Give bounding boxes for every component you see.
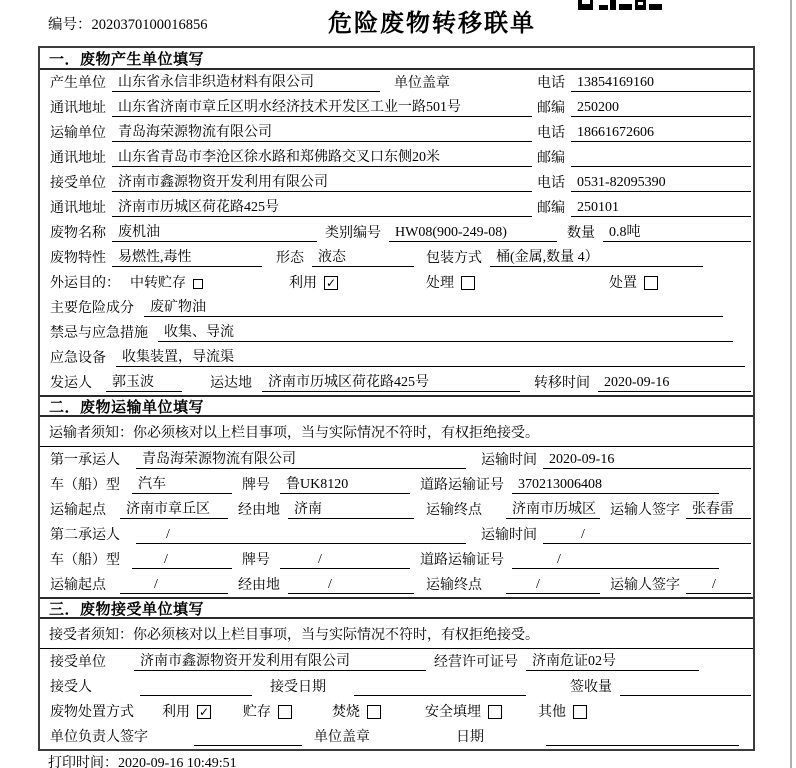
- serial-value: 2020370100016856: [91, 17, 208, 33]
- transport-zip-value: [571, 149, 751, 167]
- transport-phone-label: 电话: [537, 126, 565, 141]
- packaging-value: 桶(金属,数量 4）: [490, 249, 703, 267]
- section1-header: 一．废物产生单位填写: [40, 48, 753, 70]
- checkbox-unchecked-icon: [193, 279, 203, 289]
- vehicle-type1-row: [40, 472, 753, 497]
- print-time-value: 2020-09-16 10:49:51: [118, 756, 237, 768]
- road-permit2-label: 道路运输证号: [420, 553, 504, 568]
- checkbox-unchecked-icon: [278, 705, 292, 719]
- shipper-value: 郭玉波: [106, 374, 182, 392]
- transport-unit-value: 青岛海荣源物流有限公司: [112, 124, 532, 142]
- shipper-row: [40, 370, 753, 395]
- emergency-measures-value: 收集、导流: [158, 324, 733, 342]
- route2-row: [40, 572, 753, 597]
- hazard-component-label: 主要危险成分: [50, 301, 134, 316]
- vehicle-type2-value: /: [132, 551, 232, 569]
- print-time-label: 打印时间：: [48, 756, 118, 768]
- unit-seal2-label: 单位盖章: [314, 730, 370, 745]
- document-header: [0, 0, 796, 46]
- transport-address-row: [40, 145, 753, 170]
- first-carrier-row: [40, 447, 753, 472]
- quantity-label: 数量: [567, 226, 595, 241]
- waste-name-value: 废机油: [112, 224, 317, 242]
- disposal-landfill-label: 安全填埋: [425, 705, 481, 720]
- vehicle-type2-label: 车（船）型: [50, 553, 120, 568]
- received-quantity-value: [620, 678, 751, 696]
- transport-phone-value: 18661672606: [571, 124, 751, 142]
- road-permit1-value: 370213006408: [512, 476, 719, 494]
- acceptor-value: [140, 678, 252, 696]
- first-carrier-value: 青岛海荣源物流有限公司: [136, 451, 466, 469]
- second-carrier-value: /: [136, 526, 466, 544]
- plate-number2-value: /: [280, 551, 410, 569]
- route2-end-label: 运输终点: [426, 578, 482, 593]
- producer-phone-value: 13854169160: [571, 74, 751, 92]
- check-mark-icon: ✓: [198, 705, 210, 719]
- utilize-option-label: 利用: [289, 276, 317, 291]
- check-mark-icon: ✓: [325, 276, 337, 290]
- accepting-unit-row: [40, 649, 753, 674]
- receiver-address-row: [40, 195, 753, 220]
- route1-end-value: 济南市历城区: [506, 501, 600, 519]
- category-code-label: 类别编号: [325, 226, 381, 241]
- accept-date-label: 接受日期: [270, 680, 326, 695]
- transfer-time-label: 转移时间: [534, 376, 590, 391]
- transport-address-label: 通讯地址: [50, 151, 106, 166]
- disposal-incinerate-option: [332, 704, 381, 721]
- responsible-signature-row: [40, 724, 753, 749]
- transfer-time-value: 2020-09-16: [598, 374, 751, 392]
- treat-option: [426, 275, 475, 292]
- checkbox-unchecked-icon: [573, 705, 587, 719]
- license-number-label: 经营许可证号: [434, 655, 518, 670]
- producer-phone-label: 电话: [537, 76, 565, 91]
- receiver-unit-label: 接受单位: [50, 176, 106, 191]
- transport-time2-value: /: [543, 526, 751, 544]
- quantity-value: 0.8吨: [603, 224, 751, 242]
- disposal-storage-label: 贮存: [243, 705, 271, 720]
- category-code-value: HW08(900-249-08): [389, 224, 557, 242]
- qr-code-remnant-icon: [578, 0, 662, 10]
- disposal-other-label: 其他: [538, 705, 566, 720]
- physical-form-value: 液态: [312, 249, 414, 267]
- receiver-address-value: 济南市历城区荷花路425号: [112, 199, 532, 217]
- disposal-utilize-option: [162, 704, 211, 721]
- route2-start-label: 运输起点: [50, 578, 106, 593]
- treat-option-label: 处理: [426, 276, 454, 291]
- acceptor-row: [40, 674, 753, 699]
- transfer-purpose-label: 外运目的：: [50, 276, 120, 291]
- route2-sign-value: /: [686, 576, 751, 594]
- sign-date-label: 日期: [456, 730, 484, 745]
- accepting-unit-label: 接受单位: [50, 655, 106, 670]
- transporter-notice-label: 运输者须知：: [49, 425, 133, 441]
- hazard-component-value: 废矿物油: [144, 299, 723, 317]
- transport-unit-label: 运输单位: [50, 126, 106, 141]
- transport-time1-value: 2020-09-16: [543, 451, 751, 469]
- page-edge-line: [790, 0, 792, 768]
- waste-property-row: [40, 245, 753, 270]
- section2-header: 二．废物运输单位填写: [40, 395, 753, 417]
- producer-unit-row: [40, 70, 753, 95]
- receiver-zip-label: 邮编: [537, 201, 565, 216]
- first-carrier-label: 第一承运人: [50, 453, 120, 468]
- disposal-method-row: [40, 699, 753, 724]
- route2-sign-label: 运输人签字: [610, 578, 680, 593]
- transit-storage-option: [130, 275, 203, 292]
- route2-via-value: /: [288, 576, 414, 594]
- responsible-signature-value: [194, 728, 302, 746]
- route2-end-value: /: [506, 576, 600, 594]
- sign-date-value: [546, 728, 739, 746]
- emergency-equipment-value: 收集装置，导流渠: [116, 349, 745, 367]
- disposal-incinerate-label: 焚烧: [332, 705, 360, 720]
- waste-name-label: 废物名称: [50, 226, 106, 241]
- transport-time2-label: 运输时间: [481, 528, 537, 543]
- destination-value: 济南市历城区荷花路425号: [262, 374, 520, 392]
- route1-sign-value: 张春雷: [686, 501, 751, 519]
- producer-unit-value: 山东省永信非织造材料有限公司: [112, 74, 380, 92]
- acceptor-label: 接受人: [50, 680, 92, 695]
- disposal-method-label: 废物处置方式: [50, 705, 134, 720]
- transport-address-value: 山东省青岛市李沧区徐水路和郑佛路交叉口东侧20米: [112, 149, 532, 167]
- destination-label: 运达地: [210, 376, 252, 391]
- checkbox-unchecked-icon: [461, 276, 475, 290]
- receiver-notice-row: [40, 619, 753, 649]
- checkbox-checked-icon: [197, 705, 211, 719]
- unit-seal-label: 单位盖章: [394, 76, 450, 91]
- accept-date-value: [354, 678, 526, 696]
- waste-property-value: 易燃性,毒性: [112, 249, 262, 267]
- road-permit2-value: /: [512, 551, 719, 569]
- route1-via-value: 济南: [288, 501, 414, 519]
- disposal-utilize-label: 利用: [162, 705, 190, 720]
- checkbox-checked-icon: [324, 276, 338, 290]
- receiver-notice-label: 接受者须知：: [49, 627, 133, 643]
- producer-address-value: 山东省济南市章丘区明水经济技术开发区工业一路501号: [112, 99, 532, 117]
- producer-address-row: [40, 95, 753, 120]
- receiver-notice-text: 你必须核对以上栏目事项，当与实际情况不符时，有权拒绝接受。: [133, 627, 539, 643]
- route1-row: [40, 497, 753, 522]
- emergency-equipment-row: [40, 345, 753, 370]
- emergency-measures-row: [40, 320, 753, 345]
- waste-property-label: 废物特性: [50, 251, 106, 266]
- plate-number2-label: 牌号: [242, 553, 270, 568]
- vehicle-type1-label: 车（船）型: [50, 478, 120, 493]
- vehicle-type1-value: 汽车: [132, 476, 232, 494]
- shipper-label: 发运人: [50, 376, 92, 391]
- serial-label: 编号：: [48, 17, 92, 33]
- page-title: 危险废物转移联单: [328, 11, 536, 37]
- accepting-unit-value: 济南市鑫源物资开发利用有限公司: [134, 653, 426, 671]
- road-permit1-label: 道路运输证号: [420, 478, 504, 493]
- transporter-notice-row: [40, 417, 753, 447]
- section3-header: 三．废物接受单位填写: [40, 597, 753, 619]
- checkbox-unchecked-icon: [367, 705, 381, 719]
- responsible-signature-label: 单位负责人签字: [50, 730, 148, 745]
- receiver-address-label: 通讯地址: [50, 201, 106, 216]
- receiver-unit-value: 济南市鑫源物资开发利用有限公司: [112, 174, 532, 192]
- checkbox-unchecked-icon: [488, 705, 502, 719]
- route1-start-label: 运输起点: [50, 503, 106, 518]
- emergency-measures-label: 禁忌与应急措施: [50, 326, 148, 341]
- utilize-option: [289, 275, 338, 292]
- producer-zip-value: 250200: [571, 99, 751, 117]
- route1-via-label: 经由地: [238, 503, 280, 518]
- receiver-zip-value: 250101: [571, 199, 751, 217]
- route2-start-value: /: [120, 576, 228, 594]
- dispose-option: [609, 275, 658, 292]
- transport-unit-row: [40, 120, 753, 145]
- transfer-purpose-row: [40, 270, 753, 295]
- route1-start-value: 济南市章丘区: [120, 501, 228, 519]
- transport-time1-label: 运输时间: [481, 453, 537, 468]
- form-table: [38, 46, 755, 751]
- received-quantity-label: 签收量: [570, 680, 612, 695]
- disposal-other-option: [538, 704, 587, 721]
- disposal-storage-option: [243, 704, 292, 721]
- plate-number1-value: 鲁UK8120: [280, 476, 410, 494]
- producer-unit-label: 产生单位: [50, 76, 106, 91]
- producer-address-label: 通讯地址: [50, 101, 106, 116]
- physical-form-label: 形态: [276, 251, 304, 266]
- route1-sign-label: 运输人签字: [610, 503, 680, 518]
- second-carrier-label: 第二承运人: [50, 528, 120, 543]
- receiver-phone-value: 0531-82095390: [571, 174, 751, 192]
- serial-number: [48, 13, 208, 34]
- waste-name-row: [40, 220, 753, 245]
- packaging-label: 包装方式: [426, 251, 482, 266]
- route2-via-label: 经由地: [238, 578, 280, 593]
- receiver-unit-row: [40, 170, 753, 195]
- transit-storage-option-label: 中转贮存: [130, 276, 186, 291]
- transport-zip-label: 邮编: [537, 151, 565, 166]
- vehicle-type2-row: [40, 547, 753, 572]
- route1-end-label: 运输终点: [426, 503, 482, 518]
- license-number-value: 济南危证02号: [526, 653, 699, 671]
- plate-number1-label: 牌号: [242, 478, 270, 493]
- second-carrier-row: [40, 522, 753, 547]
- print-time: [48, 752, 237, 768]
- emergency-equipment-label: 应急设备: [50, 351, 106, 366]
- producer-zip-label: 邮编: [537, 101, 565, 116]
- receiver-phone-label: 电话: [537, 176, 565, 191]
- checkbox-unchecked-icon: [644, 276, 658, 290]
- hazard-component-row: [40, 295, 753, 320]
- transporter-notice-text: 你必须核对以上栏目事项，当与实际情况不符时，有权拒绝接受。: [133, 425, 539, 441]
- disposal-landfill-option: [425, 704, 502, 721]
- dispose-option-label: 处置: [609, 276, 637, 291]
